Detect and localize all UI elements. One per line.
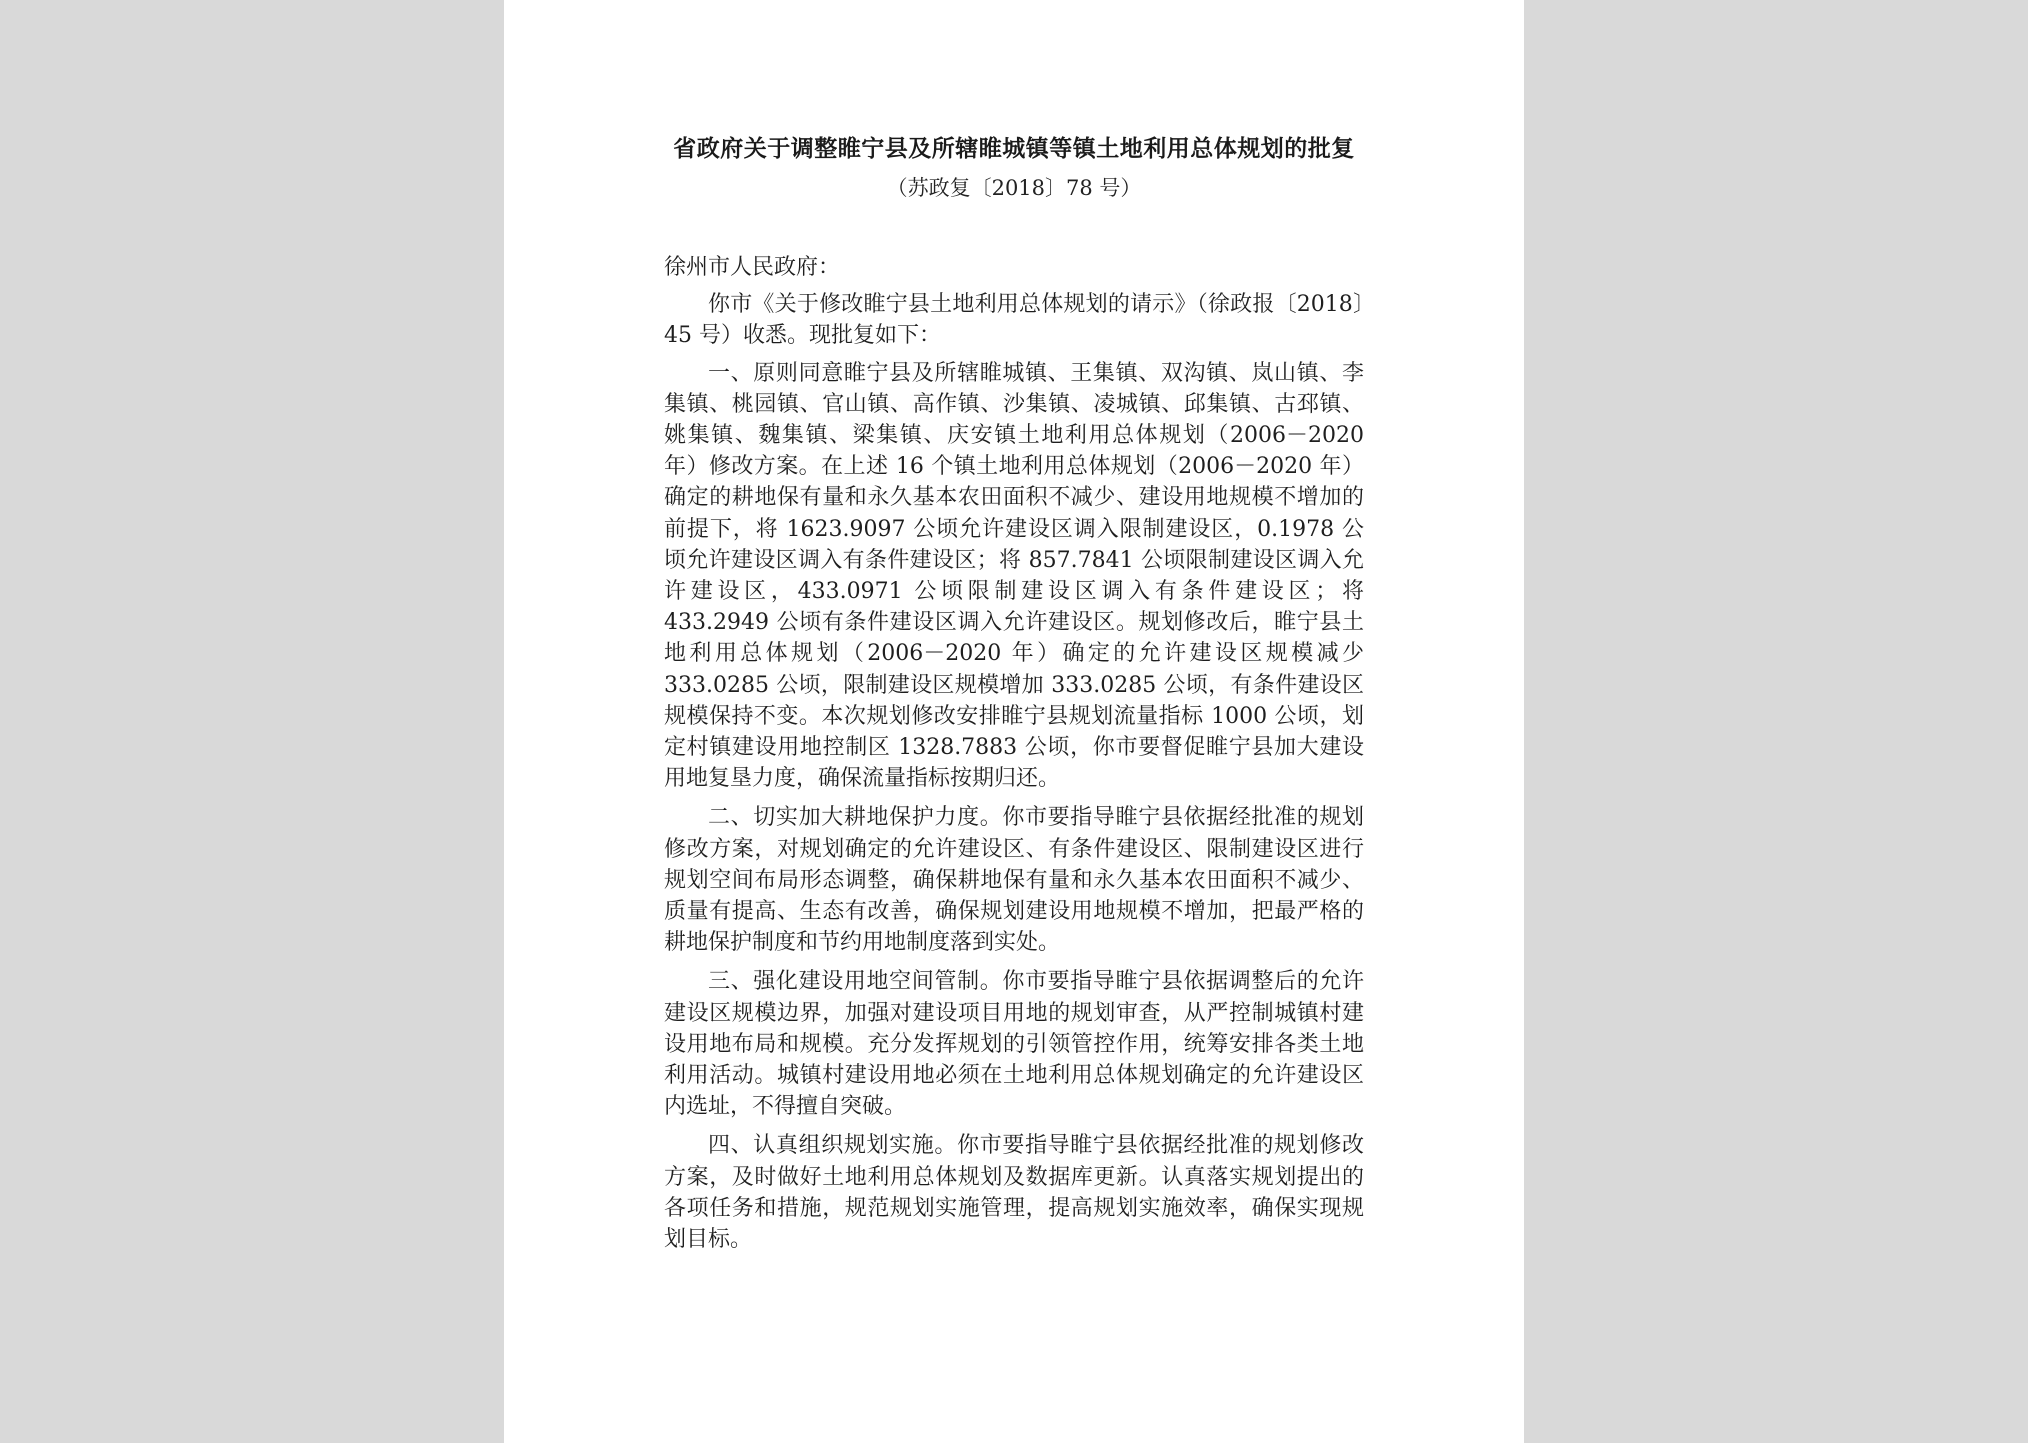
paragraph-intro: 你市《关于修改睢宁县土地利用总体规划的请示》（徐政报〔2018〕45 号）收悉。现批复如下： xyxy=(664,292,1364,349)
document-page xyxy=(504,0,1524,1443)
paragraph-section-4: 四、认真组织规划实施。你市要指导睢宁县依据经批准的规划修改方案，及时做好土地利用总体规划及数据库更新。认真落实规划提出的各项任务和措施，规范规划实施管理，提高规划实施效率，确保实现规划目标。 xyxy=(664,1133,1364,1253)
document-title: 省政府关于调整睢宁县及所辖睢城镇等镇土地利用总体规划的批复 xyxy=(673,135,1355,162)
paragraph-section-1: 一、原则同意睢宁县及所辖睢城镇、王集镇、双沟镇、岚山镇、李集镇、桃园镇、官山镇、高作镇、沙集镇、凌城镇、邱集镇、古邳镇、姚集镇、魏集镇、梁集镇、庆安镇土地利用总体规划（2006－2020 年）修改方案。在上述 16 个镇土地利用总体规划（2006－2020 年）确定的耕地保有量和永久基本农田面积不减少、建设用地规模不增加的前提下，将 1623.9097 公顷允许建设区调入限制建设区，0.1978 公顷允许建设区调入有条件建设区；将 857.7841 公顷限制建设区调入允许建设区，433.0971 公顷限制建设区调入有条件建设区；将 433.2949 公顷有条件建设区调入允许建设区。规划修改后，睢宁县土地利用总体规划（2006－2020 年）确定的允许建设区规模减少 333.0285 公顷，限制建设区规模增加 333.0285 公顷，有条件建设区规模保持不变。本次规划修改安排睢宁县规划流量指标 1000 公顷，划定村镇建设用地控制区 1328.7883 公顷，你市要督促睢宁县加大建设用地复垦力度，确保流量指标按期归还。 xyxy=(664,360,1364,792)
paragraph-section-2: 二、切实加大耕地保护力度。你市要指导睢宁县依据经批准的规划修改方案，对规划确定的允许建设区、有条件建设区、限制建设区进行规划空间布局形态调整，确保耕地保有量和永久基本农田面积不减少、质量有提高、生态有改善，确保规划建设用地规模不增加，把最严格的耕地保护制度和节约用地制度落到实处。 xyxy=(664,805,1364,956)
salutation: 徐州市人民政府： xyxy=(664,255,841,280)
document-number: （苏政复〔2018〕78 号） xyxy=(886,176,1142,200)
paragraph-section-3: 三、强化建设用地空间管制。你市要指导睢宁县依据调整后的允许建设区规模边界，加强对建设项目用地的规划审查，从严控制城镇村建设用地布局和规模。充分发挥规划的引领管控作用，统筹安排各类土地利用活动。城镇村建设用地必须在土地利用总体规划确定的允许建设区内选址，不得擅自突破。 xyxy=(664,969,1364,1120)
document-body xyxy=(664,252,1364,1263)
